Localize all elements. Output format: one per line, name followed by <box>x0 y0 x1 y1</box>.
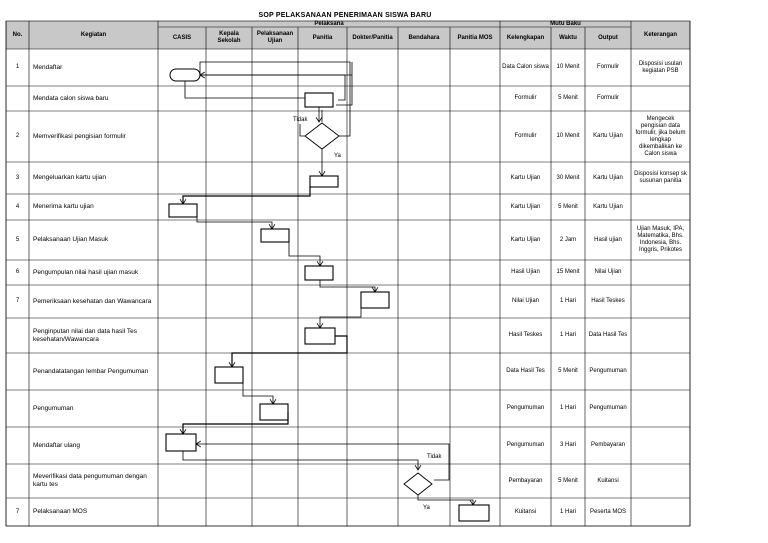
row-waktu: 3 Hari <box>559 442 576 448</box>
row-number: 7 <box>15 298 20 304</box>
flow-line <box>320 280 375 292</box>
row-keterangan: Disposisi usulan kegiatan PSB <box>638 60 683 74</box>
header-actor: Pelaksanaan Ujian <box>256 31 294 44</box>
row-waktu: 5 Menit <box>558 203 578 210</box>
row-kegiatan: Mendaftar <box>33 63 63 71</box>
row-kelengkapan: Kartu Ujian <box>510 174 541 181</box>
row-kegiatan: Pemeriksaan kesehatan dan Wawancara <box>33 297 152 305</box>
row-number: 2 <box>15 133 20 139</box>
flow-line <box>196 444 449 480</box>
row-kegiatan: Pelaksanaan MOS <box>33 508 88 515</box>
row-number <box>6 427 29 464</box>
row-keterangan <box>631 194 690 220</box>
header-actor: Kepala Sekolah <box>217 31 241 44</box>
row-waktu: 15 Menit <box>556 269 580 275</box>
row-waktu: 5 Menit <box>558 95 578 101</box>
row-keterangan <box>631 427 690 464</box>
process-box <box>459 505 489 521</box>
header-kegiatan: Kegiatan <box>80 31 107 38</box>
row-keterangan <box>631 498 690 526</box>
process-box <box>361 292 389 308</box>
header-actor: Dokter/Panitia <box>352 34 393 41</box>
row-number <box>6 464 29 498</box>
row-kelengkapan: Kuitansi <box>514 508 537 515</box>
row-number <box>6 86 29 111</box>
row-output: Pengumuman <box>589 368 627 374</box>
header-no: No. <box>12 31 23 38</box>
flow-line <box>289 242 320 266</box>
header-keterangan: Keterangan <box>643 31 677 38</box>
header-mutu: Waktu <box>559 34 577 41</box>
header-pelaksana: Pelaksana <box>314 20 344 27</box>
process-box <box>260 404 288 420</box>
row-kelengkapan: Pengumuman <box>506 442 545 448</box>
row-kegiatan: Mendaftar ulang <box>33 441 80 449</box>
row-kegiatan: Pelaksanaan Ujian Masuk <box>33 236 109 243</box>
flow-line <box>300 124 305 136</box>
process-box <box>261 229 289 242</box>
row-keterangan: Ujian Masuk, IPA, Matematika, Bhs. Indonesia, Bhs. Inggris, Prikotes <box>636 226 685 253</box>
row-keterangan <box>631 285 690 318</box>
row-kelengkapan: Pembayaran <box>508 477 543 484</box>
process-box <box>305 266 333 280</box>
row-keterangan <box>631 86 690 111</box>
header-actor: Bendahara <box>408 34 440 41</box>
page-title: SOP PELAKSANAAN PENERIMAAN SISWA BARU <box>258 12 432 19</box>
flow-line <box>183 186 310 204</box>
row-kegiatan: Memverifikasi pengisian formulir <box>33 132 126 140</box>
row-waktu: 1 Hari <box>559 405 576 411</box>
row-output: Nilai Ujian <box>594 269 622 275</box>
row-output: Formulir <box>597 64 619 70</box>
row-waktu: 30 Menit <box>556 174 580 181</box>
row-keterangan: Disposisi konsep sk susunan panitia <box>634 171 687 184</box>
row-waktu: 5 Menit <box>558 477 578 484</box>
header-actor: CASIS <box>172 34 192 41</box>
row-keterangan: Mengecek pengisian data formulir, jika belum lengkap dikembalikan ke Calon siswa <box>635 115 686 157</box>
flow-line <box>243 375 273 404</box>
header-actor: Panitia <box>312 34 333 41</box>
flow-label-ya: Ya <box>423 505 430 511</box>
row-waktu: 5 Menit <box>558 368 578 374</box>
row-number <box>6 318 29 353</box>
flow-label-tidak: Tidak <box>427 454 442 460</box>
row-waktu: 1 Hari <box>559 298 576 304</box>
row-number: 3 <box>15 174 20 181</box>
flow-label-ya: Ya <box>334 153 341 159</box>
row-kelengkapan: Pengumuman <box>506 405 545 411</box>
row-kegiatan: Pengumpulan nilai hasil ujian masuk <box>33 268 139 276</box>
row-keterangan <box>631 464 690 498</box>
process-box <box>310 176 338 187</box>
row-kegiatan: Menerima kartu ujian <box>33 203 94 210</box>
process-box <box>305 328 335 344</box>
row-keterangan <box>631 353 690 390</box>
flow-label-tidak: Tidak <box>293 117 308 123</box>
header-mutu-baku: Mutu Baku <box>550 20 581 27</box>
row-kelengkapan: Data Hasil Tes <box>506 368 545 374</box>
start-terminator <box>170 69 200 81</box>
row-waktu: 1 Hari <box>559 332 576 338</box>
row-number <box>6 353 29 390</box>
row-output: Kartu Ujian <box>593 203 623 210</box>
row-output: Hasil Teskes <box>591 298 625 304</box>
row-number <box>6 390 29 427</box>
row-keterangan <box>631 390 690 427</box>
decision-diamond <box>404 473 432 495</box>
flow-line <box>183 451 418 470</box>
row-number: 4 <box>15 203 20 210</box>
row-kegiatan: Penginputan nilai dan data hasil Tes kesehatan/Wawancara <box>33 327 137 343</box>
row-kegiatan: Meverifikasi data pengumuman dengan kartu tes <box>33 473 147 488</box>
row-number: 6 <box>15 269 20 275</box>
process-box <box>166 434 196 451</box>
row-output: Data Hasil Tes <box>588 332 628 338</box>
row-output: Formulir <box>597 95 619 101</box>
row-kegiatan: Penandatatangan lembar Pengumuman <box>33 367 149 375</box>
row-kegiatan: Mendata calon siswa baru <box>33 94 109 102</box>
row-output: Pembayaran <box>590 442 626 448</box>
flow-line <box>418 495 473 505</box>
row-output: Kuitansi <box>597 477 619 484</box>
row-output: Pengumuman <box>589 405 627 411</box>
flow-line <box>185 81 305 98</box>
row-kegiatan: Pengumuman <box>33 404 74 412</box>
row-waktu: 2 Jam <box>559 236 577 243</box>
row-kelengkapan: Nilai Ujian <box>511 298 539 304</box>
row-kelengkapan: Formulir <box>514 133 537 139</box>
row-output: Peserta MOS <box>589 508 626 515</box>
row-keterangan <box>631 318 690 353</box>
row-kelengkapan: Formulir <box>514 95 537 101</box>
row-waktu: 10 Menit <box>556 64 580 70</box>
process-box <box>215 367 243 383</box>
row-kelengkapan: Kartu Ujian <box>510 203 541 210</box>
header-actor: Panitia MOS <box>457 34 493 41</box>
decision-diamond <box>305 123 339 149</box>
row-kelengkapan: Hasil Teskes <box>508 332 543 338</box>
row-keterangan <box>631 260 690 285</box>
row-number: 1 <box>15 64 20 70</box>
row-output: Hasil ujian <box>594 236 622 243</box>
row-waktu: 10 Menit <box>556 133 580 139</box>
header-mutu: Output <box>598 34 618 41</box>
process-box <box>305 93 333 107</box>
row-number: 5 <box>15 236 20 243</box>
row-kelengkapan: Data Calon siswa <box>502 64 549 70</box>
row-kelengkapan: Kartu Ujian <box>510 236 541 243</box>
process-box <box>169 204 197 217</box>
row-output: Kartu Ujian <box>593 174 623 181</box>
row-kegiatan: Mengeluarkan kartu ujian <box>33 174 106 181</box>
row-kelengkapan: Hasil Ujian <box>511 269 540 275</box>
row-number: 7 <box>15 508 20 515</box>
row-output: Kartu Ujian <box>593 133 623 139</box>
header-mutu: Kelengkapan <box>506 34 545 41</box>
row-waktu: 1 Hari <box>559 508 576 515</box>
flow-line <box>320 300 361 328</box>
